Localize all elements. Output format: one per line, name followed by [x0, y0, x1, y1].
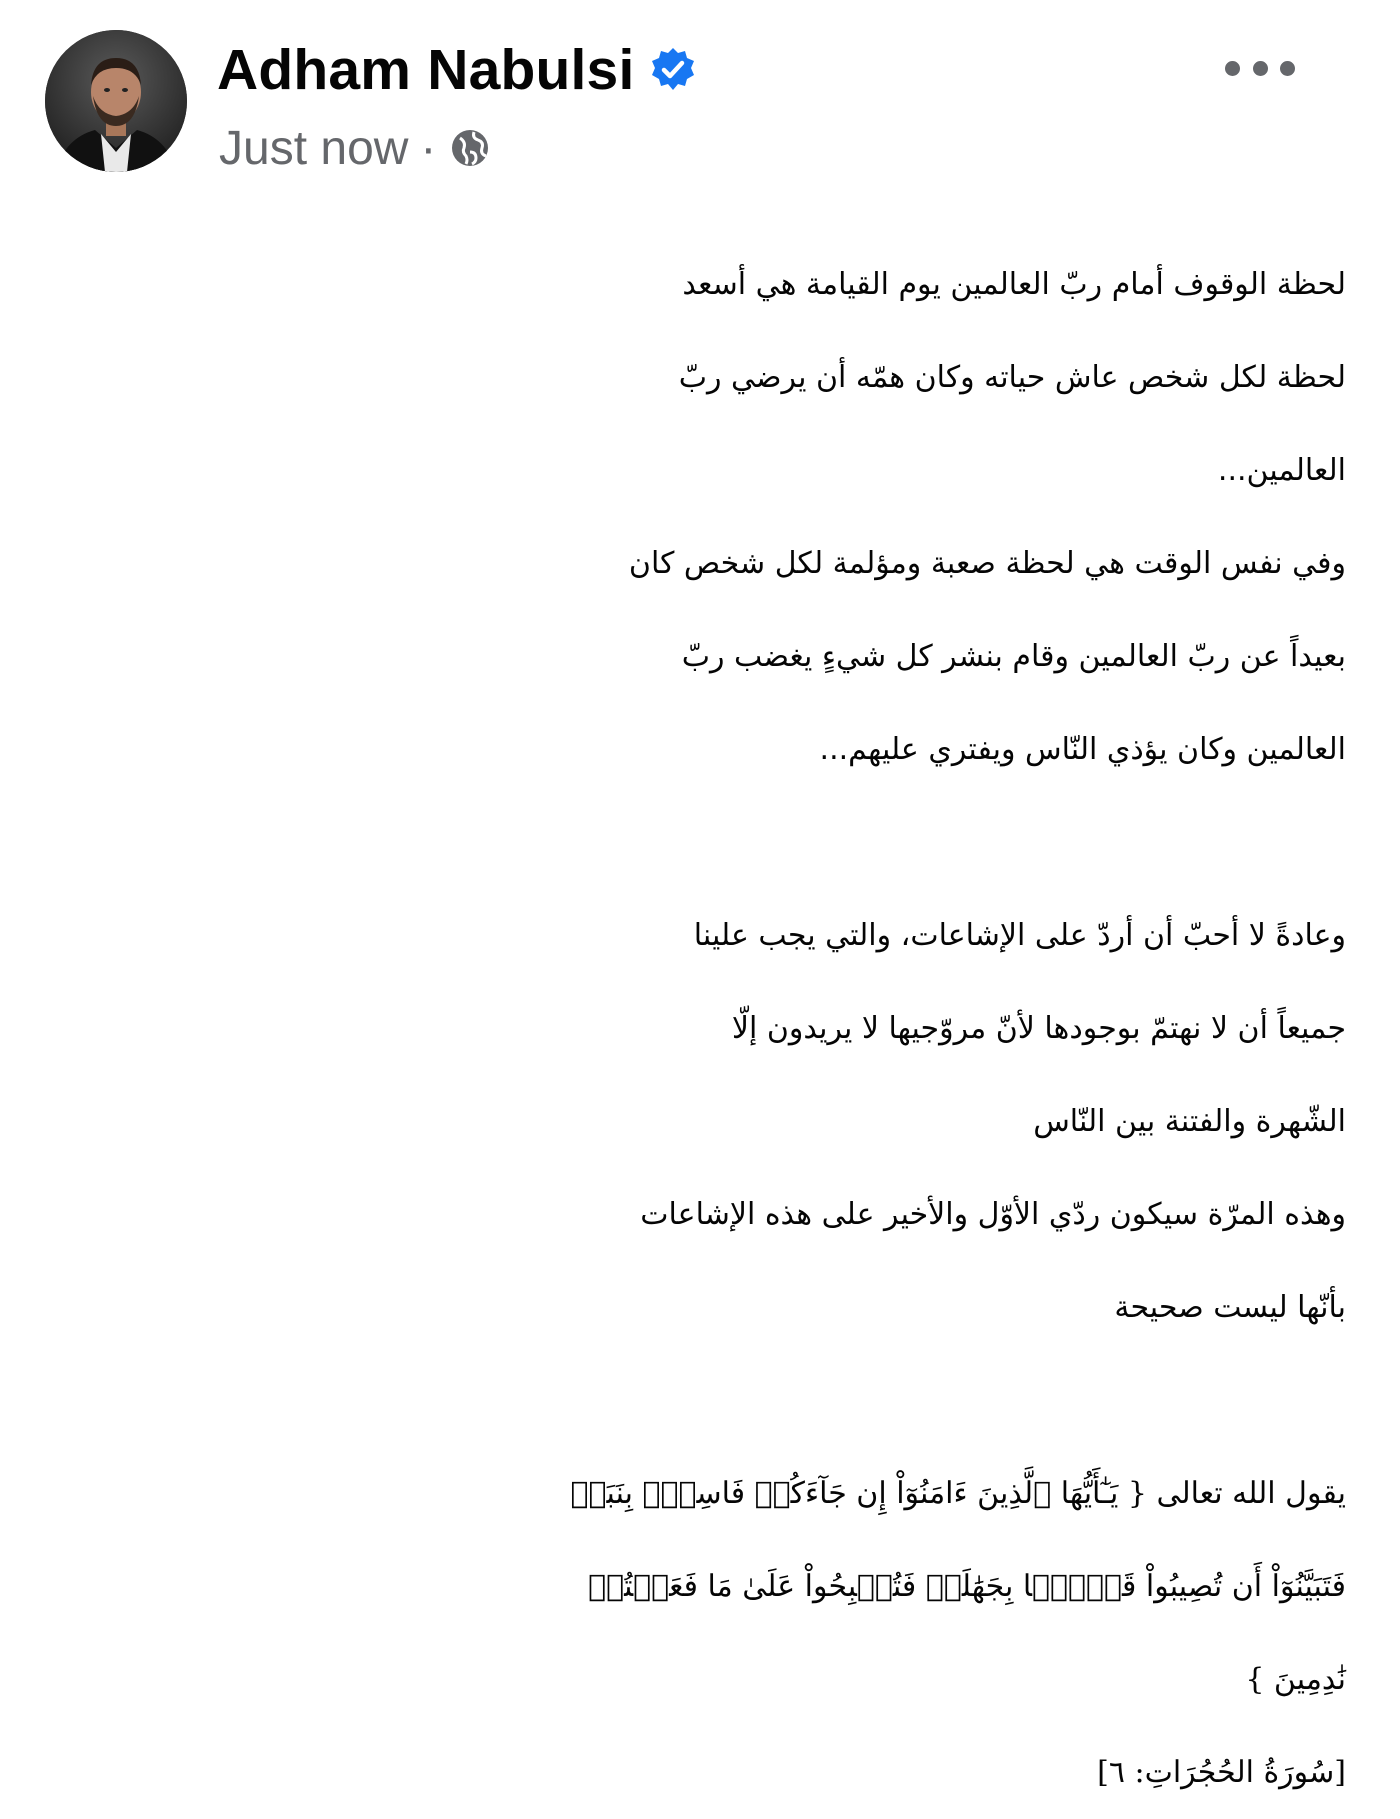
meta-separator: · [420, 121, 437, 175]
post-line: وهذه المرّة سيكون ردّي الأوّل والأخير على هذه الإشاعات [640, 1197, 1346, 1232]
quran-verse-line: فَتَبَيَّنُوٓاْ أَن تُصِيبُواْ قَوۡمَۢا بِجَهَٰلَةٖ فَتُصۡبِحُواْ عَلَىٰ مَا فَعَلۡتُمۡ [588, 1569, 1346, 1604]
globe-icon[interactable] [448, 126, 492, 170]
quran-verse-line: نَٰدِمِينَ } [1245, 1662, 1346, 1697]
verified-badge-icon [649, 46, 697, 94]
post-line: بأنّها ليست صحيحة [1114, 1290, 1346, 1325]
post-line: وعادةً لا أحبّ أن أردّ على الإشاعات، والتي يجب علينا [693, 918, 1346, 953]
more-dot [1280, 61, 1295, 76]
author-row [217, 32, 697, 108]
post-line: جميعاً أن لا نهتمّ بوجودها لأنّ مروّجيها لا يريدون إلّا [731, 1011, 1346, 1046]
post-line: العالمين وكان يؤذي النّاس ويفتري عليهم... [819, 732, 1346, 767]
author-name[interactable]: Adham Nabulsi [217, 38, 635, 102]
quran-verse-line: يقول الله تعالى { يَـٰٓأَيُّهَا ٱلَّذِينَ ءَامَنُوٓاْ إِن جَآءَكُمۡ فَاسِقُۢ بِنَبَإٖ [570, 1476, 1346, 1511]
more-dot [1253, 61, 1268, 76]
post-header [45, 30, 1355, 180]
post-line: الشّهرة والفتنة بين النّاس [1033, 1104, 1346, 1139]
post-line: العالمين... [1217, 453, 1346, 488]
more-options-icon[interactable] [1225, 48, 1295, 88]
profile-photo [45, 30, 187, 172]
post-text [40, 238, 1350, 1819]
paragraph-spacer [40, 796, 1346, 889]
paragraph-spacer [40, 1354, 1346, 1447]
author-avatar[interactable] [45, 30, 187, 172]
post-line: لحظة لكل شخص عاش حياته وكان همّه أن يرضي ربّ [678, 360, 1346, 395]
more-dot [1225, 61, 1240, 76]
post-line: بعيداً عن ربّ العالمين وقام بنشر كل شيءٍ يغضب ربّ [681, 639, 1346, 674]
post-line: وفي نفس الوقت هي لحظة صعبة ومؤلمة لكل شخص كان [628, 546, 1346, 581]
post-line: لحظة الوقوف أمام ربّ العالمين يوم القيامة هي أسعد [682, 267, 1346, 302]
post-meta [219, 118, 492, 178]
post-timestamp[interactable]: Just now [219, 121, 409, 175]
verse-citation: [سُورَةُ الحُجُرَاتِ: ٦] [1097, 1755, 1346, 1790]
